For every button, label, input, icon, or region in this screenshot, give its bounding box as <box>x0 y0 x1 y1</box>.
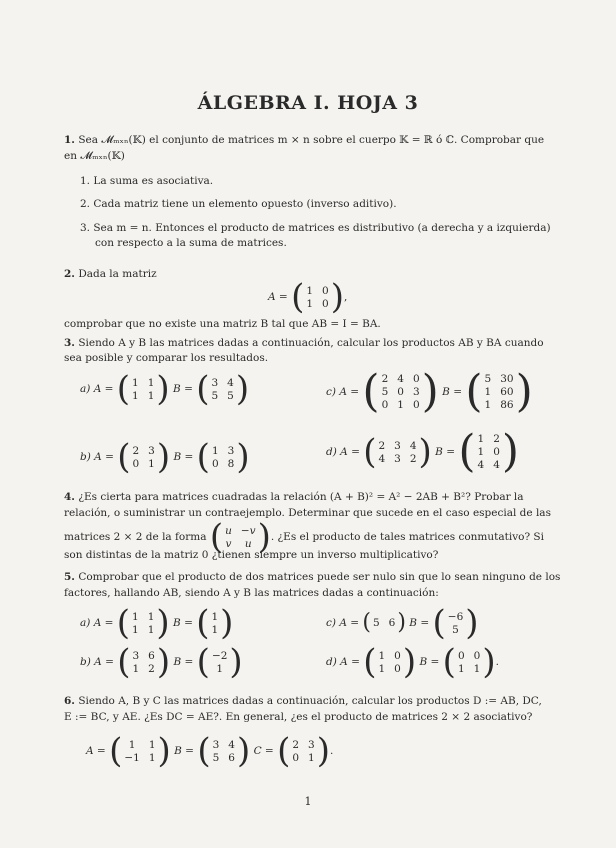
matrix-entry: 1 <box>147 389 155 402</box>
matrix-entry: 2 <box>493 433 500 445</box>
matrix-entry: 1 <box>132 623 139 636</box>
exercise-5d: d) A = ( 1 0 1 0 ) B = ( 0 0 1 1 ) . <box>326 642 499 682</box>
matrix-entry: 1 <box>148 457 155 470</box>
exercise-5a: a) A = ( 1 1 1 1 ) B = ( 1 1 ) <box>80 603 234 643</box>
matrix-entry: 1 <box>378 649 386 662</box>
exercise-3d: d) A = ( 2 3 4 4 3 2 ) B = ( 1 2 1 0 4 4 ) <box>326 426 520 477</box>
matrix-entries <box>130 445 156 470</box>
matrix-entry: 5 <box>211 389 219 402</box>
matrix-entry: 30 <box>500 373 514 385</box>
matrix-entry: −2 <box>211 649 228 662</box>
matrix-entry: 0 <box>322 297 329 310</box>
matrix-entry: 3 <box>212 738 220 751</box>
matrix-entry: 0 <box>292 751 300 764</box>
matrix-entry: 4 <box>228 738 235 751</box>
matrix-entry: 0 <box>381 399 389 411</box>
matrix-entries <box>130 377 156 402</box>
matrix-entries <box>130 650 156 675</box>
exercise-6-matrices: A = ( 1 1 −1 1 ) B = ( 3 4 5 6 ) C = ( 2 3 0 1 ) . <box>86 731 334 771</box>
page-title: ÁLGEBRA I. HOJA 3 <box>197 92 419 114</box>
matrix-entries <box>376 650 402 675</box>
matrix-entries <box>122 739 157 764</box>
matrix-entry: 2 <box>378 439 386 452</box>
matrix-entry: 1 <box>473 662 481 675</box>
matrix-entry: 0 <box>132 457 140 470</box>
exercise-1-item-2: 2. Cada matriz tiene un elemento opuesto (inverso aditivo). <box>80 198 397 210</box>
matrix: ( 1 0 1 0 ) <box>291 277 344 317</box>
matrix-entries <box>376 440 418 465</box>
matrix-entry: 0 <box>394 662 401 675</box>
matrix-entry: 1 <box>306 297 314 310</box>
matrix-entry: 0 <box>211 457 219 470</box>
exercise-5-number: 5. <box>64 571 75 583</box>
matrix-entry: v <box>225 537 232 550</box>
matrix-entry: −6 <box>447 610 464 623</box>
matrix-entry: 4 <box>409 439 417 452</box>
matrix-entry: 86 <box>500 399 514 411</box>
exercise-1-item-3: 3. Sea m = n. Entonces el producto de matrices es distributivo (a derecha y a izquierda) <box>80 222 551 234</box>
exercise-3-line1: 3. Siendo A y B las matrices dadas a continuación, calcular los productos AB y BA cuando <box>64 337 544 349</box>
matrix-entry: 2 <box>132 444 140 457</box>
matrix-entry: 3 <box>308 738 315 751</box>
matrix-entry: 3 <box>412 386 420 398</box>
matrix-entry: 1 <box>147 610 155 623</box>
matrix-entry: 1 <box>477 433 485 445</box>
exercise-3b: b) A = ( 2 3 0 1 ) B = ( 1 3 0 8 ) <box>80 437 250 477</box>
matrix-entry: 1 <box>397 399 404 411</box>
matrix-entry: u <box>225 524 232 537</box>
matrix-entry: 1 <box>477 446 485 458</box>
matrix-entry: 3 <box>132 649 140 662</box>
matrix-entry: 1 <box>211 610 219 623</box>
exercise-1-item-3-cont: con respecto a la suma de matrices. <box>95 237 287 249</box>
matrix-entry: 3 <box>227 444 235 457</box>
matrix-entry: 8 <box>227 457 235 470</box>
matrix-entry: 1 <box>378 662 386 675</box>
matrix-entry: 6 <box>148 649 155 662</box>
exercise-4-line3: matrices 2 × 2 de la forma ( u −v v u ) . ¿Es el producto de tales matrices conmutativo? Si <box>64 517 544 557</box>
matrix-entries <box>304 285 330 310</box>
exercise-4-line1: 4. ¿Es cierta para matrices cuadradas la relación (A + B)² = A² − 2AB + B²? Probar la <box>64 491 524 503</box>
matrix-entry: 1 <box>457 662 465 675</box>
matrix-entry: 1 <box>132 610 139 623</box>
exercise-3-line2: sea posible y comparar los resultados. <box>64 352 269 364</box>
matrix-entry: 5 <box>212 751 220 764</box>
matrix-entry: 4 <box>397 373 404 385</box>
matrix-entry: 4 <box>378 452 386 465</box>
matrix-entry: 0 <box>322 284 329 297</box>
matrix-entry: 1 <box>147 376 155 389</box>
matrix-entry: 1 <box>211 623 219 636</box>
matrix-entry: 6 <box>388 617 396 629</box>
exercise-1-number: 1. <box>64 134 75 146</box>
matrix-entry: 1 <box>484 386 492 398</box>
matrix-entry: 2 <box>292 738 300 751</box>
matrix-entry: 1 <box>484 399 492 411</box>
matrix-entry: 1 <box>148 751 156 764</box>
matrix-entry: 2 <box>381 373 389 385</box>
exercise-2-line2: comprobar que no existe una matriz B tal que AB = I = BA. <box>64 318 381 330</box>
matrix-entry: 3 <box>211 376 219 389</box>
matrix-entry: 60 <box>500 386 514 398</box>
exercise-5b: b) A = ( 3 6 1 2 ) B = ( −2 1 ) <box>80 642 243 682</box>
matrix-entries <box>130 611 156 636</box>
matrix-entry: 0 <box>473 649 481 662</box>
exercise-1-line1: 1. Sea 𝓜ₘₓₙ(𝕂) el conjunto de matrices m × n sobre el cuerpo 𝕂 = ℝ ó ℂ. Comprobar que <box>64 134 545 146</box>
exercise-5-line2: factores, hallando AB, siendo A y B las matrices dadas a continuación: <box>64 587 439 599</box>
matrix-entries <box>210 445 236 470</box>
matrix-entries <box>209 611 220 636</box>
matrix-entry: 3 <box>148 444 155 457</box>
matrix-entry: 1 <box>132 662 140 675</box>
matrix-entries <box>209 377 235 402</box>
matrix-entry: 4 <box>493 459 500 471</box>
matrix-entry: 5 <box>227 389 234 402</box>
matrix-entries <box>210 650 229 675</box>
matrix-entry: 1 <box>306 284 314 297</box>
matrix-entry: 2 <box>148 662 155 675</box>
exercise-6-line2: E := BC, y AE. ¿Es DC = AE?. En general, ¿es el producto de matrices 2 × 2 asociativo? <box>64 711 533 723</box>
exercise-4-line4: son distintas de la matriz 0 ¿tienen siempre un inverso multiplicativo? <box>64 549 439 561</box>
matrix-entry: 1 <box>211 444 219 457</box>
matrix-entries <box>290 739 316 764</box>
matrix-entry: 3 <box>394 452 401 465</box>
matrix-entry: 6 <box>228 751 235 764</box>
matrix-entry: 1 <box>128 738 136 751</box>
matrix-entry: 0 <box>397 386 404 398</box>
exercise-5-line1: 5. Comprobar que el producto de dos matrices puede ser nulo sin que lo sean ninguno de los <box>64 571 561 583</box>
matrix-entry: 5 <box>484 373 492 385</box>
matrix-entry: 5 <box>452 623 459 636</box>
matrix-entry: −1 <box>124 751 140 764</box>
exercise-1-line2: en 𝓜ₘₓₙ(𝕂) <box>64 150 125 162</box>
exercise-2-number: 2. <box>64 268 75 280</box>
matrix-entries <box>476 433 502 471</box>
matrix-entry: 0 <box>412 399 420 411</box>
exercise-4-number: 4. <box>64 491 75 503</box>
matrix-entries <box>371 617 397 629</box>
matrix-entry: 1 <box>148 738 156 751</box>
matrix-entries <box>483 373 516 411</box>
matrix-entry: 0 <box>394 649 401 662</box>
exercise-2-line1: 2. Dada la matriz <box>64 268 157 280</box>
matrix-entry: u <box>244 537 252 550</box>
matrix-entry: 4 <box>477 459 485 471</box>
matrix-entry: 1 <box>147 623 155 636</box>
exercise-2-matrix-eq: A = ( 1 0 1 0 ) , <box>268 277 348 317</box>
exercise-6-number: 6. <box>64 695 75 707</box>
matrix-entries <box>456 650 482 675</box>
matrix-entry: 1 <box>308 751 315 764</box>
exercise-3a: a) A = ( 1 1 1 1 ) B = ( 3 4 5 5 ) <box>80 369 250 409</box>
exercise-3c: c) A = ( 2 4 0 5 0 3 0 1 0 ) B = ( 5 30 1 60 1 86 ) <box>326 366 533 417</box>
exercise-6-line1: 6. Siendo A, B y C las matrices dadas a continuación, calcular los productos D := AB, DC, <box>64 695 542 707</box>
matrix-entry: 2 <box>409 452 417 465</box>
matrix-entry: 5 <box>381 386 389 398</box>
matrix-entry: 1 <box>132 389 139 402</box>
matrix-entry: 4 <box>227 376 234 389</box>
exercise-4-line2: relación, o suministrar un contraejemplo. Determinar que sucede en el caso especial de las <box>64 507 551 519</box>
matrix-entry: 0 <box>412 373 420 385</box>
matrix-entries <box>446 611 465 636</box>
matrix-entry: −v <box>240 524 256 537</box>
matrix-entry: 3 <box>394 439 401 452</box>
matrix-entries <box>380 373 422 411</box>
matrix-entry: 5 <box>372 617 380 629</box>
exercise-5c: c) A = ( 5 6 ) B = ( −6 5 ) <box>326 603 479 643</box>
matrix-entry: 1 <box>216 662 224 675</box>
exercise-1-item-1: 1. La suma es asociativa. <box>80 175 214 187</box>
page-number: 1 <box>304 795 312 808</box>
matrix-entry: 1 <box>132 376 139 389</box>
matrix-entry: 0 <box>493 446 500 458</box>
exercise-3-number: 3. <box>64 337 75 349</box>
matrix-entry: 0 <box>457 649 465 662</box>
matrix-entries <box>223 525 258 550</box>
matrix-entries <box>211 739 237 764</box>
